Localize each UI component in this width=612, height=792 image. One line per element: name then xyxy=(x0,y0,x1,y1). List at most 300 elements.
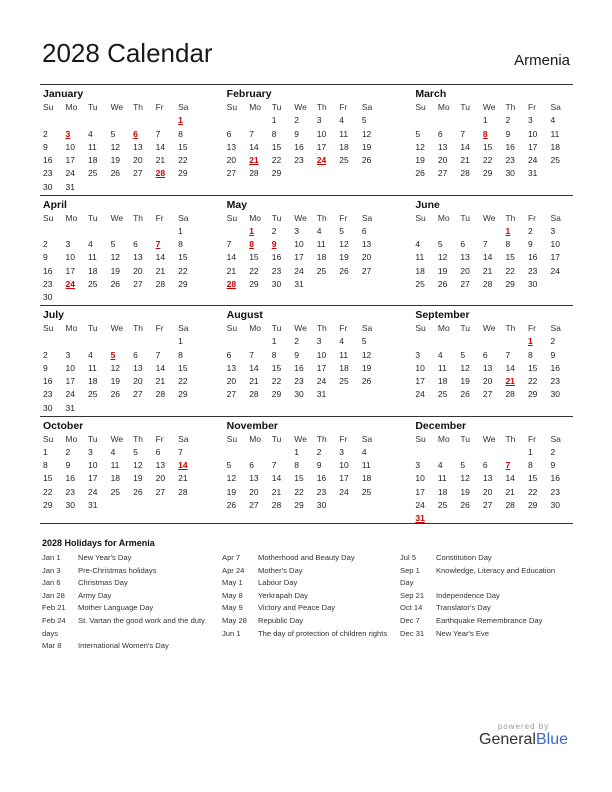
month-june xyxy=(412,196,573,306)
day: 26 xyxy=(133,486,143,497)
day: 22 xyxy=(527,486,538,497)
day: 16 xyxy=(316,473,327,484)
day: 26 xyxy=(226,499,237,510)
month-february xyxy=(227,85,413,195)
day: 16 xyxy=(527,252,538,263)
month-name: December xyxy=(415,419,467,432)
day: 23 xyxy=(43,389,53,400)
day: 13 xyxy=(460,252,470,263)
day: 22 xyxy=(271,155,282,166)
weekday-header: Th xyxy=(133,102,144,112)
empty-cell xyxy=(88,225,111,238)
day: 16 xyxy=(505,141,515,152)
day: 12 xyxy=(110,362,121,373)
holiday-item xyxy=(400,602,570,615)
weekday-header: Su xyxy=(43,212,54,223)
empty-cell xyxy=(43,335,66,348)
day: 3 xyxy=(65,239,71,250)
day: 13 xyxy=(133,141,143,152)
day: 11 xyxy=(88,252,97,263)
day: 23 xyxy=(43,278,53,289)
day: 5 xyxy=(361,115,367,126)
day: 4 xyxy=(361,446,367,457)
month-name: July xyxy=(43,309,65,321)
month-august xyxy=(227,306,413,416)
day: 6 xyxy=(482,460,488,471)
day: 13 xyxy=(482,473,493,484)
holiday-day: 8 xyxy=(482,128,488,139)
holidays-title: 2028 Holidays for Armenia xyxy=(42,538,155,548)
weekday-header: Th xyxy=(316,433,327,444)
holiday-item xyxy=(42,577,217,590)
holiday-date: Feb 24 xyxy=(42,615,66,625)
holiday-date: Jan 1 xyxy=(42,553,61,562)
holiday-item xyxy=(42,602,217,615)
day: 24 xyxy=(65,389,75,400)
weekday-header: We xyxy=(482,102,496,112)
month-april xyxy=(40,196,227,306)
day: 12 xyxy=(361,128,372,139)
holiday-day: 1 xyxy=(527,336,533,347)
day: 2 xyxy=(294,336,299,347)
day: 12 xyxy=(110,252,121,263)
holiday-name: Labour Day xyxy=(258,578,298,588)
day: 9 xyxy=(505,128,511,139)
day: 12 xyxy=(361,349,372,360)
day: 4 xyxy=(88,349,93,360)
day: 12 xyxy=(133,460,143,471)
day: 25 xyxy=(339,155,349,166)
day: 1 xyxy=(271,336,277,347)
holiday-date: Apr 24 xyxy=(222,565,245,575)
day: 11 xyxy=(88,362,97,373)
holiday-name: Christmas Day xyxy=(78,578,128,588)
day: 21 xyxy=(155,155,166,166)
day: 17 xyxy=(550,252,560,263)
day: 31 xyxy=(294,278,304,289)
weekday-header: Sa xyxy=(550,323,561,333)
day: 3 xyxy=(550,225,556,236)
weekday-header: We xyxy=(294,212,307,223)
day-grid xyxy=(415,101,573,181)
day: 22 xyxy=(482,155,493,166)
day: 25 xyxy=(437,499,448,510)
day: 20 xyxy=(133,155,143,166)
holiday-date: Sep 1 xyxy=(400,565,420,575)
day: 24 xyxy=(415,389,425,400)
month-row xyxy=(40,84,573,195)
day-grid xyxy=(43,322,201,415)
month-name: April xyxy=(43,198,67,211)
day: 26 xyxy=(110,389,121,400)
holiday-item xyxy=(222,590,392,603)
day: 28 xyxy=(249,168,259,179)
weekday-header: Sa xyxy=(361,212,373,223)
weekday-header: Th xyxy=(133,212,144,223)
day: 15 xyxy=(505,252,515,263)
empty-cell xyxy=(415,335,438,348)
day: 14 xyxy=(249,362,259,373)
empty-cell xyxy=(227,225,250,238)
empty-cell xyxy=(438,114,461,127)
day: 26 xyxy=(339,265,349,276)
day: 6 xyxy=(249,460,254,471)
weekday-header: Mo xyxy=(65,323,78,333)
holiday-column-2 xyxy=(222,552,392,640)
day: 19 xyxy=(226,486,237,497)
day: 30 xyxy=(65,499,75,510)
day: 3 xyxy=(294,225,299,236)
day: 7 xyxy=(249,128,254,139)
month-september xyxy=(412,306,573,416)
weekday-header: Mo xyxy=(437,433,450,444)
day: 25 xyxy=(88,389,98,400)
holiday-date: May 8 xyxy=(222,590,243,600)
day: 17 xyxy=(527,141,538,152)
day: 24 xyxy=(550,265,560,276)
day: 15 xyxy=(527,362,538,373)
weekday-header: Th xyxy=(316,323,327,333)
day: 10 xyxy=(65,141,75,152)
day: 6 xyxy=(226,349,232,360)
day: 25 xyxy=(339,376,349,387)
holiday-column-3 xyxy=(400,552,570,640)
month-name: August xyxy=(226,309,263,321)
day: 14 xyxy=(249,141,259,152)
weekday-header: We xyxy=(482,212,496,223)
day: 24 xyxy=(527,155,538,166)
day: 18 xyxy=(361,473,372,484)
day: 19 xyxy=(460,486,470,497)
day: 26 xyxy=(415,168,425,179)
day: 31 xyxy=(527,168,538,179)
day: 21 xyxy=(155,376,166,387)
day-grid xyxy=(415,322,573,402)
day: 28 xyxy=(178,486,188,497)
day: 21 xyxy=(178,473,188,484)
day: 1 xyxy=(271,115,277,126)
weekday-header: Su xyxy=(226,102,238,112)
day: 15 xyxy=(43,473,53,484)
day: 26 xyxy=(361,376,372,387)
day: 28 xyxy=(505,499,515,510)
day: 5 xyxy=(460,349,466,360)
weekday-header: Mo xyxy=(249,433,261,444)
day: 21 xyxy=(226,265,237,276)
day: 7 xyxy=(178,446,183,457)
day: 13 xyxy=(361,239,372,250)
day: 11 xyxy=(110,460,120,471)
day: 18 xyxy=(88,376,98,387)
day: 4 xyxy=(339,115,345,126)
weekday-header: Sa xyxy=(178,433,189,444)
day: 8 xyxy=(178,128,183,139)
empty-cell xyxy=(227,335,250,348)
day: 14 xyxy=(271,473,282,484)
day: 25 xyxy=(437,389,448,400)
day: 1 xyxy=(294,446,299,457)
empty-cell xyxy=(133,114,156,127)
day: 9 xyxy=(43,252,48,263)
day-grid xyxy=(43,212,201,305)
day: 23 xyxy=(294,376,304,387)
day: 29 xyxy=(505,278,515,289)
day: 15 xyxy=(249,252,259,263)
holiday-date: Apr 7 xyxy=(222,553,241,562)
day: 25 xyxy=(88,168,98,179)
weekday-header: Th xyxy=(505,102,516,112)
day: 18 xyxy=(88,265,98,276)
day: 18 xyxy=(316,252,327,263)
holiday-date: Jun 1 xyxy=(222,628,241,638)
month-name: May xyxy=(226,198,248,211)
holiday-name: Motherhood and Beauty Day xyxy=(258,553,355,562)
day: 30 xyxy=(550,389,560,400)
day: 29 xyxy=(178,168,188,179)
day: 3 xyxy=(415,349,421,360)
day: 22 xyxy=(271,376,282,387)
day-grid xyxy=(227,322,385,402)
month-name: February xyxy=(226,88,272,100)
weekday-header: We xyxy=(294,433,307,444)
empty-cell xyxy=(227,114,250,127)
day: 8 xyxy=(178,239,183,250)
day: 21 xyxy=(155,265,166,276)
empty-cell xyxy=(415,225,438,238)
day: 7 xyxy=(460,128,466,139)
day: 24 xyxy=(294,265,304,276)
day: 4 xyxy=(437,349,443,360)
holiday-date: May 28 xyxy=(222,615,247,625)
country-name: Armenia xyxy=(514,52,570,69)
day: 24 xyxy=(415,499,425,510)
day: 16 xyxy=(550,362,560,373)
weekday-header: Sa xyxy=(550,212,561,223)
day: 28 xyxy=(505,389,515,400)
day: 18 xyxy=(550,141,560,152)
day: 20 xyxy=(437,155,448,166)
holiday-name: Mother Language Day xyxy=(78,603,154,613)
day: 13 xyxy=(226,141,237,152)
day: 29 xyxy=(43,499,53,510)
empty-cell xyxy=(156,114,179,127)
month-name: October xyxy=(43,419,84,432)
day: 11 xyxy=(437,362,447,373)
day: 19 xyxy=(133,473,143,484)
day: 24 xyxy=(339,486,349,497)
months-grid xyxy=(40,84,573,526)
empty-cell xyxy=(227,446,250,459)
day: 5 xyxy=(226,460,232,471)
empty-cell xyxy=(460,225,483,238)
day: 14 xyxy=(155,141,166,152)
day: 4 xyxy=(88,239,93,250)
day: 15 xyxy=(271,362,282,373)
day: 16 xyxy=(65,473,75,484)
day-grid xyxy=(415,433,573,526)
empty-cell xyxy=(438,335,461,348)
day: 26 xyxy=(437,278,448,289)
holiday-item xyxy=(400,615,570,628)
weekday-header: We xyxy=(294,323,307,333)
holiday-day: 14 xyxy=(178,460,188,471)
day: 29 xyxy=(271,389,282,400)
day: 16 xyxy=(550,473,560,484)
weekday-header: Tu xyxy=(460,323,470,333)
day: 15 xyxy=(178,362,188,373)
month-december xyxy=(412,417,573,527)
holiday-date: Jan 28 xyxy=(42,590,65,600)
weekday-header: Th xyxy=(505,323,516,333)
day: 17 xyxy=(65,376,75,387)
day: 13 xyxy=(133,252,143,263)
day: 6 xyxy=(133,349,138,360)
month-row xyxy=(40,416,573,527)
weekday-header: Mo xyxy=(249,212,261,223)
day: 29 xyxy=(178,278,188,289)
day: 19 xyxy=(110,376,121,387)
day: 13 xyxy=(249,473,259,484)
weekday-header: Th xyxy=(133,323,144,333)
holiday-name: New Year's Eve xyxy=(436,628,489,638)
day: 16 xyxy=(43,376,53,387)
empty-cell xyxy=(111,335,134,348)
holiday-date: Dec 31 xyxy=(400,628,425,638)
day: 17 xyxy=(65,265,75,276)
holiday-day: 31 xyxy=(415,513,425,524)
day: 28 xyxy=(249,389,259,400)
weekday-header: Fr xyxy=(339,102,348,112)
day: 22 xyxy=(294,486,304,497)
brand-logo xyxy=(479,722,568,749)
day: 16 xyxy=(294,141,304,152)
day: 14 xyxy=(505,362,515,373)
holiday-name: Translator's Day xyxy=(436,603,491,613)
weekday-header: Su xyxy=(43,433,54,444)
day: 6 xyxy=(133,239,138,250)
day: 27 xyxy=(155,486,166,497)
day-grid xyxy=(43,101,201,194)
empty-cell xyxy=(66,335,89,348)
day: 2 xyxy=(43,349,48,360)
weekday-header: Mo xyxy=(65,102,78,112)
day-grid xyxy=(227,101,385,181)
day: 9 xyxy=(550,349,556,360)
day: 13 xyxy=(155,460,166,471)
holiday-item xyxy=(222,628,392,641)
holiday-date: Mar 8 xyxy=(42,641,62,651)
weekday-header: Mo xyxy=(65,212,78,223)
empty-cell xyxy=(415,114,438,127)
holiday-item xyxy=(400,628,570,641)
day: 30 xyxy=(527,278,538,289)
empty-cell xyxy=(483,335,506,348)
day: 27 xyxy=(133,389,143,400)
brand-blue: Blue xyxy=(535,731,568,748)
day: 14 xyxy=(226,252,237,263)
weekday-header: Fr xyxy=(339,323,348,333)
holiday-item xyxy=(42,590,217,603)
day: 26 xyxy=(460,389,470,400)
day: 29 xyxy=(527,499,538,510)
day: 11 xyxy=(550,128,560,139)
holiday-date: Feb 21 xyxy=(42,603,66,613)
day: 13 xyxy=(482,362,493,373)
day: 10 xyxy=(527,128,538,139)
day: 2 xyxy=(316,446,322,457)
day: 19 xyxy=(110,265,121,276)
day: 11 xyxy=(361,460,371,471)
day: 18 xyxy=(437,376,448,387)
weekday-header: Fr xyxy=(155,433,164,444)
day: 23 xyxy=(43,168,53,179)
day: 11 xyxy=(316,239,326,250)
day: 7 xyxy=(482,239,488,250)
day: 22 xyxy=(505,265,515,276)
day: 4 xyxy=(339,336,345,347)
day: 16 xyxy=(43,265,53,276)
weekday-header: Su xyxy=(226,212,238,223)
day: 2 xyxy=(43,128,48,139)
day: 7 xyxy=(226,239,232,250)
day: 14 xyxy=(155,252,166,263)
day: 9 xyxy=(65,460,71,471)
day-grid xyxy=(415,212,573,292)
day: 29 xyxy=(271,168,282,179)
day: 30 xyxy=(271,278,282,289)
day: 17 xyxy=(415,486,425,497)
day: 2 xyxy=(294,115,299,126)
day: 3 xyxy=(316,336,322,347)
day: 22 xyxy=(178,155,188,166)
weekday-header: Tu xyxy=(460,102,470,112)
day: 23 xyxy=(527,265,538,276)
empty-cell xyxy=(249,335,272,348)
day: 9 xyxy=(550,460,556,471)
day: 4 xyxy=(316,225,322,236)
day: 27 xyxy=(482,499,493,510)
day: 15 xyxy=(482,141,493,152)
holiday-name: Mother's Day xyxy=(258,565,303,575)
divider xyxy=(40,523,573,524)
weekday-header: Sa xyxy=(361,323,373,333)
day: 14 xyxy=(505,473,515,484)
day: 9 xyxy=(43,141,48,152)
empty-cell xyxy=(88,335,111,348)
day: 27 xyxy=(133,168,143,179)
holiday-date: Dec 7 xyxy=(400,615,420,625)
day: 12 xyxy=(460,362,470,373)
weekday-header: Tu xyxy=(271,212,282,223)
holiday-item xyxy=(222,615,392,628)
weekday-header: Mo xyxy=(437,323,450,333)
month-january xyxy=(40,85,227,195)
day: 19 xyxy=(415,155,425,166)
holiday-date: Sep 21 xyxy=(400,590,425,600)
empty-cell xyxy=(66,114,89,127)
day: 13 xyxy=(133,362,143,373)
weekday-header: We xyxy=(110,323,124,333)
day: 30 xyxy=(316,499,327,510)
day: 11 xyxy=(339,349,349,360)
day: 2 xyxy=(271,225,277,236)
day: 9 xyxy=(43,362,48,373)
day: 12 xyxy=(437,252,448,263)
day: 1 xyxy=(178,225,183,236)
day: 28 xyxy=(271,499,282,510)
day: 3 xyxy=(316,115,322,126)
day: 8 xyxy=(294,460,299,471)
